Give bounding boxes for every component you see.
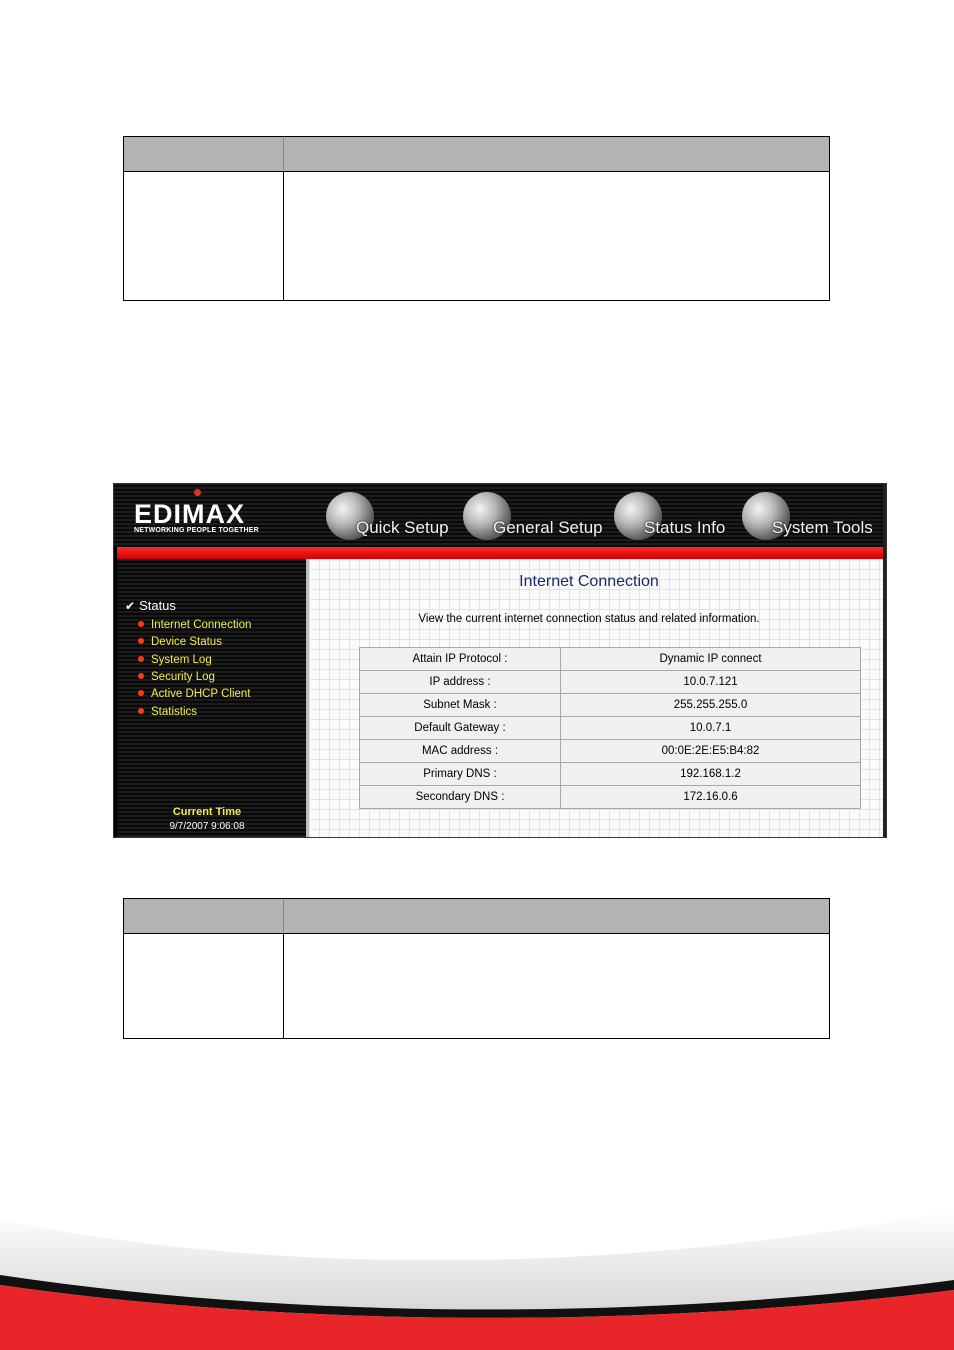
sidebar-item-system-log[interactable] bbox=[138, 654, 212, 666]
page-title: Internet Connection bbox=[519, 573, 659, 590]
sidebar-item-label: System Log bbox=[151, 654, 212, 666]
sidebar-item-device-status[interactable] bbox=[138, 636, 222, 648]
row-value: 10.0.7.121 bbox=[561, 671, 861, 694]
nav-general-setup-label: General Setup bbox=[493, 518, 603, 537]
current-time-value: 9/7/2007 9:06:08 bbox=[169, 821, 245, 832]
row-value: 192.168.1.2 bbox=[561, 763, 861, 786]
row-value: 10.0.7.1 bbox=[561, 717, 861, 740]
router-ui-screenshot bbox=[113, 483, 887, 838]
sidebar-item-statistics[interactable] bbox=[138, 706, 197, 718]
main-content bbox=[309, 559, 885, 838]
footer-wave-decoration bbox=[0, 1210, 954, 1350]
page-description: View the current internet connection status and related information. bbox=[418, 613, 760, 625]
nav-system-tools-label: System Tools bbox=[772, 518, 873, 537]
top-banner bbox=[114, 484, 887, 547]
bottom-doc-table bbox=[123, 898, 830, 1039]
checkmark-icon: ✔ bbox=[125, 599, 136, 613]
sidebar-item-label: Security Log bbox=[151, 671, 215, 683]
sidebar bbox=[117, 559, 306, 838]
sidebar-item-label: Device Status bbox=[151, 636, 222, 648]
bullet-icon bbox=[138, 621, 144, 627]
nav-quick-setup[interactable] bbox=[326, 492, 456, 542]
row-value: 172.16.0.6 bbox=[561, 786, 861, 809]
table-row bbox=[360, 717, 861, 740]
nav-status-info-label: Status Info bbox=[644, 518, 726, 537]
table-row bbox=[360, 786, 861, 809]
top-doc-table-body bbox=[124, 172, 829, 301]
right-edge-border bbox=[883, 484, 886, 838]
row-value: 255.255.255.0 bbox=[561, 694, 861, 717]
top-doc-table-header bbox=[124, 137, 829, 172]
sidebar-item-internet-connection[interactable] bbox=[138, 619, 251, 631]
red-accent-bar bbox=[117, 547, 885, 559]
bullet-icon bbox=[138, 673, 144, 679]
row-value: 00:0E:2E:E5:B4:82 bbox=[561, 740, 861, 763]
current-time-label: Current Time bbox=[172, 806, 242, 818]
nav-status-info[interactable] bbox=[614, 492, 734, 542]
nav-general-setup[interactable] bbox=[463, 492, 608, 542]
table-row bbox=[360, 694, 861, 717]
row-label: IP address : bbox=[360, 671, 561, 694]
sidebar-item-security-log[interactable] bbox=[138, 671, 215, 683]
edimax-logo: EDIMAX bbox=[134, 499, 246, 529]
bullet-icon bbox=[138, 708, 144, 714]
table-row bbox=[360, 740, 861, 763]
row-label: Default Gateway : bbox=[360, 717, 561, 740]
row-label: Primary DNS : bbox=[360, 763, 561, 786]
table-row bbox=[360, 648, 861, 671]
table-row bbox=[360, 763, 861, 786]
row-label: MAC address : bbox=[360, 740, 561, 763]
sidebar-item-label: Statistics bbox=[151, 706, 198, 718]
bullet-icon bbox=[138, 656, 144, 662]
bullet-icon bbox=[138, 690, 144, 696]
connection-info-table bbox=[359, 647, 861, 809]
table-row bbox=[360, 671, 861, 694]
brand-tagline: NETWORKING PEOPLE TOGETHER bbox=[134, 527, 259, 534]
sidebar-item-label: Internet Connection bbox=[151, 619, 252, 631]
row-label: Secondary DNS : bbox=[360, 786, 561, 809]
top-doc-table bbox=[123, 136, 830, 301]
bottom-doc-table-header bbox=[124, 899, 829, 934]
bottom-doc-table-body bbox=[124, 934, 829, 1039]
sidebar-heading bbox=[125, 598, 176, 613]
nav-system-tools[interactable] bbox=[742, 492, 882, 542]
sidebar-heading-label: Status bbox=[139, 598, 176, 613]
logo-dot-icon bbox=[194, 489, 201, 496]
row-value: Dynamic IP connect bbox=[561, 648, 861, 671]
row-label: Attain IP Protocol : bbox=[360, 648, 561, 671]
sidebar-item-active-dhcp-client[interactable] bbox=[138, 688, 251, 700]
sidebar-item-label: Active DHCP Client bbox=[151, 688, 251, 700]
row-label: Subnet Mask : bbox=[360, 694, 561, 717]
nav-quick-setup-label: Quick Setup bbox=[356, 518, 449, 537]
bullet-icon bbox=[138, 638, 144, 644]
